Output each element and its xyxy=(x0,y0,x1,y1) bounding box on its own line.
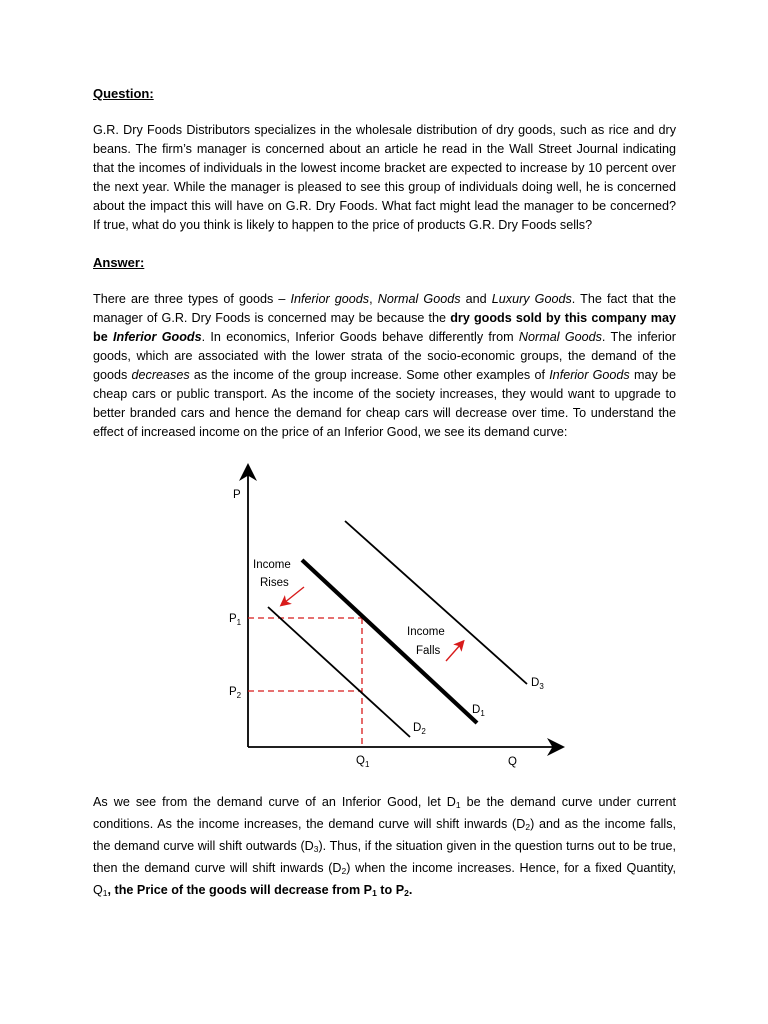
p1-label: $P_1$ xyxy=(229,613,242,627)
d3-label: $D_3$ xyxy=(531,677,544,691)
answer-paragraph-1: There are three types of goods – Inferior goods, Normal Goods and Luxury Goods. The fact that the manager of G.R. Dry Foods is concerned may be because the dry goods sold by this company may be Inferior Goods. In economics, Inferior Goods behave differently from Normal Goods. The inferior goods, which are associated with the lower strata of the socio-economic groups, the demand of the goods decreases as the income of the group increase. Some other examples of Inferior Goods may be cheap cars or public transport. As the income of the society increases, they would want to upgrade to better branded cars and hence the demand for cheap cars will decrease over time. To understand the effect of increased income on the price of an Inferior Good, we see its demand curve: xyxy=(93,292,676,439)
income-rises-arrow xyxy=(284,587,304,603)
question-heading: Question: xyxy=(93,86,154,101)
income-falls-label-line2: Falls xyxy=(416,645,441,657)
demand-curve-svg xyxy=(0,460,768,780)
d2-curve xyxy=(268,607,410,737)
d1-curve xyxy=(302,560,477,723)
d1-label: $D_1$ xyxy=(472,704,485,718)
x-axis-label: Q xyxy=(508,756,517,768)
income-rises-label-line2: Rises xyxy=(260,577,289,589)
y-axis-label: P xyxy=(233,489,241,501)
q1-label: $Q_1$ xyxy=(356,755,370,769)
answer-paragraph-2-container xyxy=(93,793,676,921)
income-falls-arrow xyxy=(446,644,461,661)
answer-paragraph-2: As we see from the demand curve of an Inferior Good, let $D_1$ be the demand curve under current conditions. As the income increases, the demand curve will shift inwards $(D_2)$ and as the income falls, the demand curve will shift outwards $(D_3)$. Thus, if the situation given in the question turns out to be true, then the demand curve will shift inwards $(D_2)$ when the income increases. Hence, for a fixed Quantity, $Q_1$, the Price of the goods will decrease from $P_1$ to $P_2$. xyxy=(93,795,676,898)
p2-label: $P_2$ xyxy=(229,686,242,700)
income-falls-label-line1: Income xyxy=(407,626,445,638)
document-page xyxy=(93,84,676,460)
question-text: G.R. Dry Foods Distributors specializes in the wholesale distribution of dry goods, such as rice and dry beans. The firm’s manager is concerned about an article he read in the Wall Street Journal indicating that the incomes of individuals in the lowest income bracket are expected to increase by 10 percent over the next year. While the manager is pleased to see this group of individuals doing well, he is concerned about the impact this will have on G.R. Dry Foods. What fact might lead the manager to be concerned? If true, what do you think is likely to happen to the price of products G.R. Dry Foods sells? xyxy=(93,123,676,232)
demand-curve-diagram xyxy=(0,460,768,780)
d2-label: $D_2$ xyxy=(413,722,426,736)
answer-heading: Answer: xyxy=(93,255,145,270)
d3-curve xyxy=(345,521,527,684)
income-rises-label-line1: Income xyxy=(253,559,291,571)
